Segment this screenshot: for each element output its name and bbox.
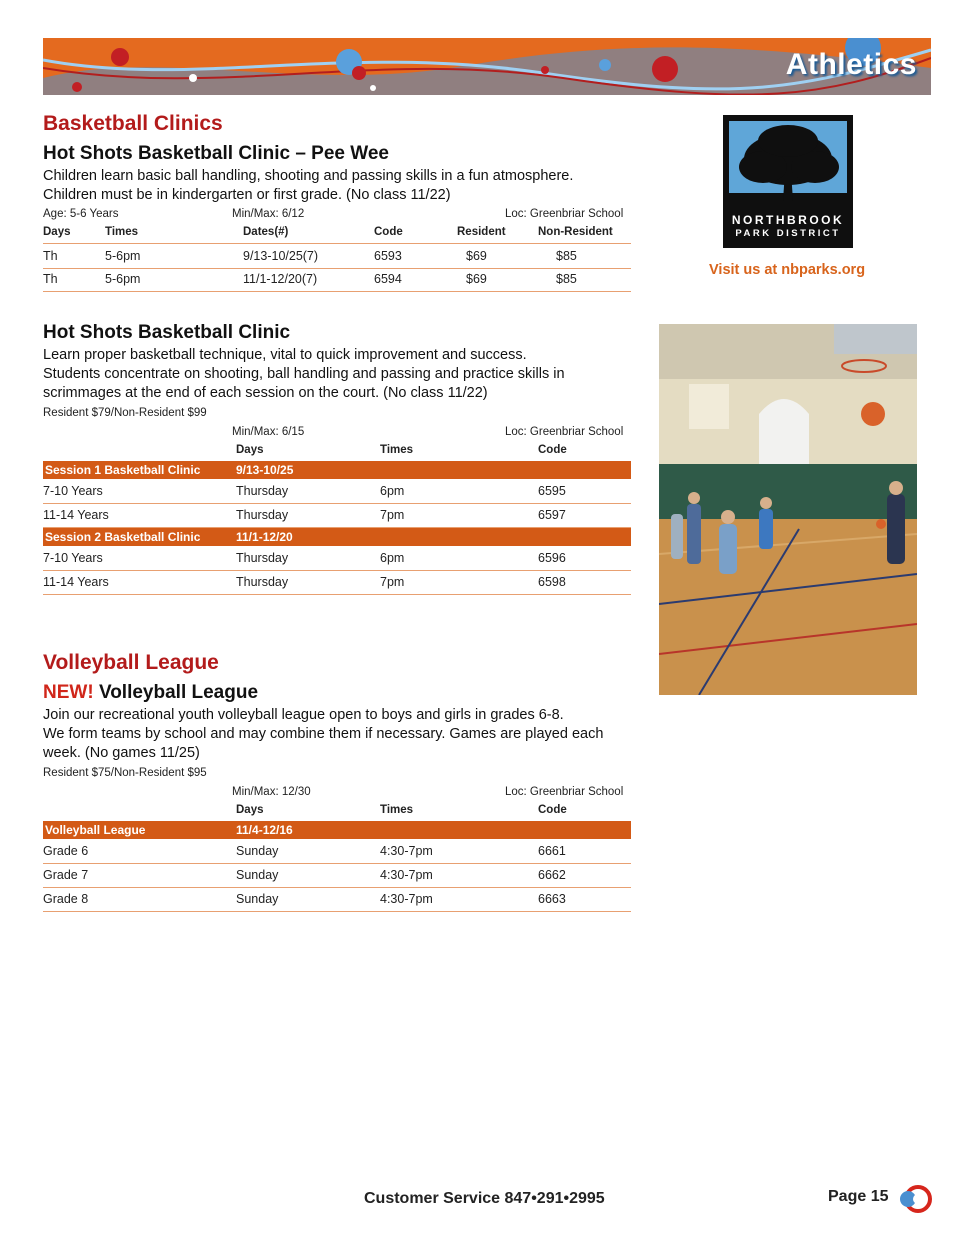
- cell-nonresident: $85: [556, 249, 577, 263]
- cell-code: 6661: [538, 844, 566, 858]
- table-row: [43, 840, 631, 864]
- program-description: [43, 167, 623, 205]
- fee: Resident $75/Non-Resident $95: [43, 767, 207, 779]
- program-description: [43, 706, 623, 763]
- column-header-code: Code: [538, 444, 567, 456]
- cell-age: 11-14 Years: [43, 575, 109, 589]
- cell-code: 6663: [538, 892, 566, 906]
- cell-days: Sunday: [236, 844, 279, 858]
- program-title-volleyball: [43, 682, 258, 704]
- table-row: [43, 547, 631, 571]
- description-line: Join our recreational youth volleyball league open to boys and girls in grades 6-8.: [43, 707, 564, 723]
- session-dates: 9/13-10/25: [236, 463, 294, 477]
- program-title-peewee: Hot Shots Basketball Clinic – Pee Wee: [43, 143, 389, 164]
- min-max: Min/Max: 6/15: [232, 426, 305, 438]
- cell-age: 7-10 Years: [43, 551, 103, 565]
- cell-times: 5-6pm: [105, 249, 141, 263]
- session-label: Volleyball League: [45, 823, 146, 837]
- logo-line2: PARK DISTRICT: [735, 228, 841, 239]
- cell-resident: $69: [466, 272, 487, 286]
- cell-grade: Grade 7: [43, 868, 89, 882]
- description-line: Children learn basic ball handling, shooting and passing skills in a fun atmosphere.: [43, 168, 574, 184]
- northbrook-logo: [723, 115, 853, 248]
- program-description: [43, 346, 623, 403]
- section-title-volleyball: Volleyball League: [43, 651, 219, 674]
- section-title-basketball: Basketball Clinics: [43, 112, 223, 135]
- column-header-nonresident: Non-Resident: [538, 226, 613, 238]
- cell-days: Thursday: [236, 508, 289, 522]
- cell-days: Th: [43, 272, 58, 286]
- column-header-times: Times: [105, 226, 139, 238]
- cell-days: Sunday: [236, 892, 279, 906]
- cell-code: 6593: [374, 249, 402, 263]
- session-dates: 11/1-12/20: [236, 530, 293, 544]
- column-header-times: Times: [380, 804, 414, 816]
- session-label: Session 2 Basketball Clinic: [45, 530, 201, 544]
- session-bar: [43, 461, 631, 479]
- cell-dates: 11/1-12/20(7): [243, 272, 318, 286]
- column-header-days: Days: [43, 226, 71, 238]
- cell-age: 7-10 Years: [43, 484, 103, 498]
- session-bar: [43, 528, 631, 546]
- divider: [43, 243, 631, 244]
- location: Loc: Greenbriar School: [505, 426, 624, 438]
- tree-logo-icon: [729, 121, 847, 209]
- cell-days: Thursday: [236, 551, 289, 565]
- cell-times: 6pm: [380, 551, 405, 565]
- new-badge: NEW!: [43, 682, 94, 703]
- column-header-times: Times: [380, 444, 414, 456]
- cell-times: 4:30-7pm: [380, 892, 433, 906]
- table-row: [43, 245, 631, 269]
- cell-days: Thursday: [236, 575, 289, 589]
- athletics-banner: [43, 38, 931, 95]
- program-title-clinic: Hot Shots Basketball Clinic: [43, 322, 291, 343]
- cell-times: 7pm: [380, 508, 405, 522]
- min-max: Min/Max: 12/30: [232, 786, 311, 798]
- cell-code: 6596: [538, 551, 566, 565]
- cell-days: Thursday: [236, 484, 289, 498]
- table-row: [43, 504, 631, 528]
- location: Loc: Greenbriar School: [505, 208, 624, 220]
- age-range: Age: 5-6 Years: [43, 208, 119, 220]
- fee: Resident $79/Non-Resident $99: [43, 407, 207, 419]
- cell-days: Th: [43, 249, 58, 263]
- column-header-days: Days: [236, 804, 264, 816]
- description-line: scrimmages at the end of each session on the court. (No class 11/22): [43, 385, 488, 401]
- banner-title: Athletics: [785, 48, 917, 81]
- column-header-dates: Dates(#): [243, 226, 289, 238]
- description-line: Students concentrate on shooting, ball handling and passing and practice skills in: [43, 366, 565, 382]
- cell-code: 6594: [374, 272, 402, 286]
- cell-code: 6598: [538, 575, 566, 589]
- column-header-code: Code: [538, 804, 567, 816]
- location: Loc: Greenbriar School: [505, 786, 624, 798]
- page-number: Page 15: [828, 1188, 889, 1205]
- table-row: [43, 888, 631, 912]
- cell-times: 4:30-7pm: [380, 868, 433, 882]
- cell-days: Sunday: [236, 868, 279, 882]
- table-row: [43, 571, 631, 595]
- cell-times: 7pm: [380, 575, 405, 589]
- cell-age: 11-14 Years: [43, 508, 109, 522]
- cell-grade: Grade 8: [43, 892, 89, 906]
- logo-line1: NORTHBROOK: [731, 213, 845, 227]
- gym-photo: [659, 324, 917, 695]
- table-row: [43, 864, 631, 888]
- cell-resident: $69: [466, 249, 487, 263]
- table-row: [43, 268, 631, 292]
- description-line: Children must be in kindergarten or first grade. (No class 11/22): [43, 187, 451, 203]
- description-line: week. (No games 11/25): [43, 745, 200, 761]
- column-header-code: Code: [374, 226, 403, 238]
- website-link[interactable]: Visit us at nbparks.org: [709, 262, 866, 278]
- cell-times: 5-6pm: [105, 272, 141, 286]
- session-label: Session 1 Basketball Clinic: [45, 463, 201, 477]
- page-swirl-icon: [894, 1184, 932, 1214]
- min-max: Min/Max: 6/12: [232, 208, 305, 220]
- column-header-resident: Resident: [457, 226, 506, 238]
- cell-nonresident: $85: [556, 272, 577, 286]
- customer-service: Customer Service 847•291•2995: [364, 1190, 605, 1207]
- description-line: We form teams by school and may combine them if necessary. Games are played each: [43, 726, 604, 742]
- program-title-text: Volleyball League: [98, 682, 259, 703]
- session-dates: 11/4-12/16: [236, 823, 293, 837]
- cell-code: 6662: [538, 868, 566, 882]
- session-bar: [43, 821, 631, 839]
- description-line: Learn proper basketball technique, vital to quick improvement and success.: [43, 347, 527, 363]
- cell-code: 6597: [538, 508, 566, 522]
- column-header-days: Days: [236, 444, 264, 456]
- table-row: [43, 480, 631, 504]
- cell-grade: Grade 6: [43, 844, 89, 858]
- cell-code: 6595: [538, 484, 566, 498]
- cell-dates: 9/13-10/25(7): [243, 249, 319, 263]
- cell-times: 4:30-7pm: [380, 844, 433, 858]
- cell-times: 6pm: [380, 484, 405, 498]
